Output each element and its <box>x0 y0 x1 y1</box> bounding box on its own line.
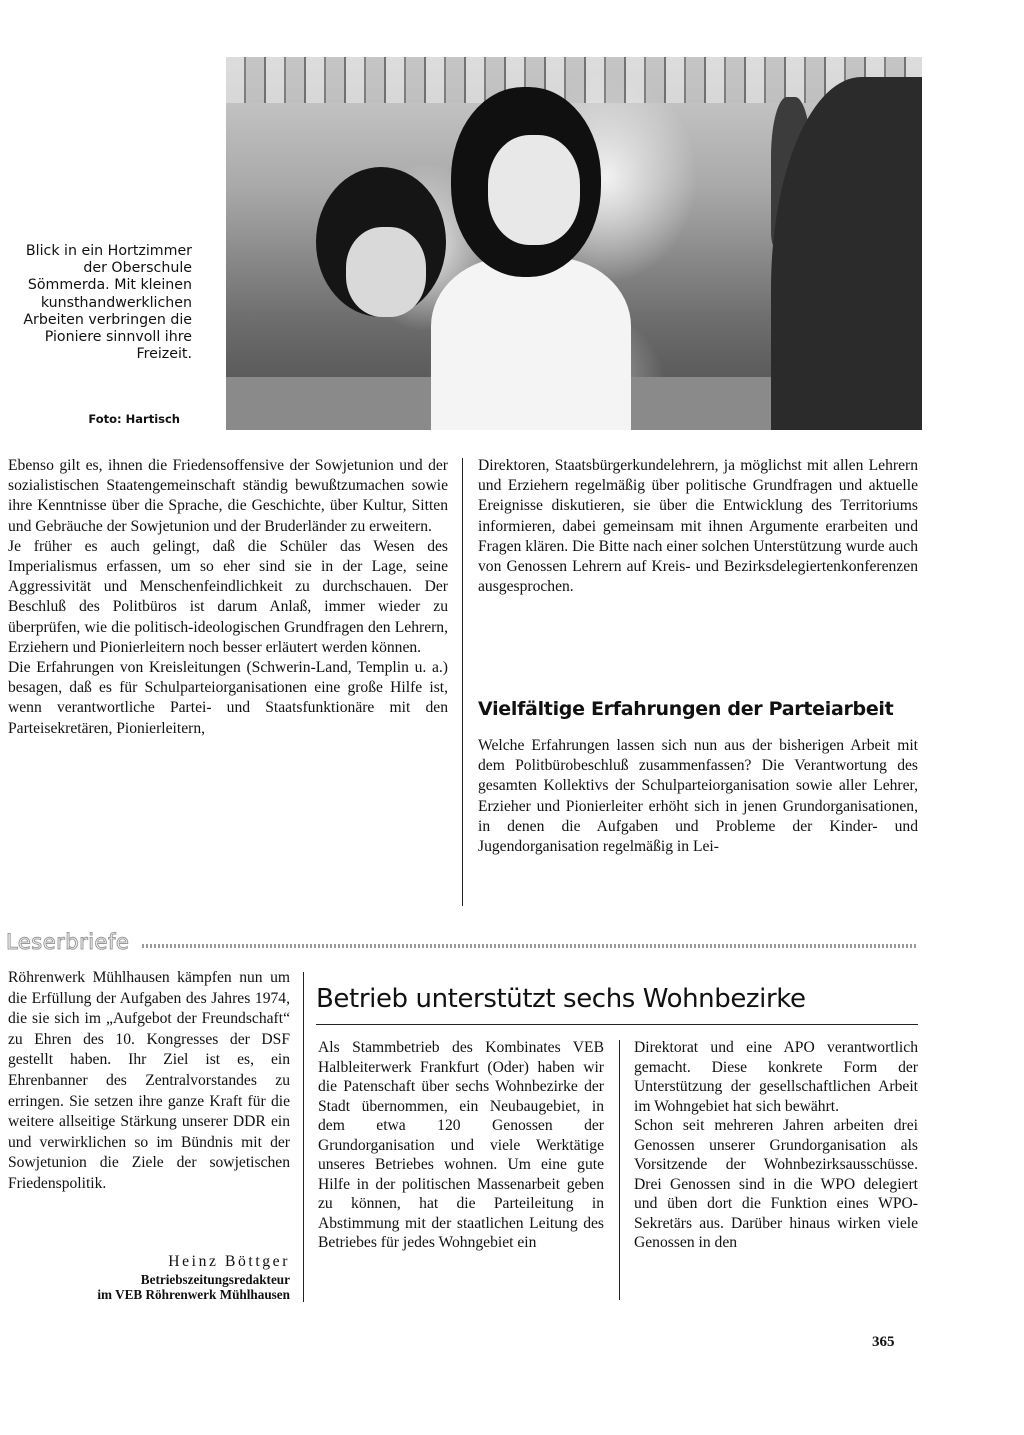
section-label: Leserbriefe <box>6 930 130 954</box>
feature-paragraph: Direktorat und eine APO verantwortlich gemacht. Diese konkrete Form der Unterstützung der gesellschaftlichen Arbeit im Wohngebiet hat sich bewährt. <box>634 1039 918 1115</box>
page-number: 365 <box>872 1334 895 1350</box>
feature-column-1: Als Stammbetrieb des Kombinates VEB Halbleiterwerk Frankfurt (Oder) haben wir die Patenschaft über sechs Wohnbezirke der Stadt übernommen, ein Neubaugebiet, in dem etwa 120 Genossen der Grundorganisation und viele Werktätige unseres Betriebes wohnen. Um eine gute Hilfe in der politischen Massenarbeit geben zu können, hat die Parteileitung in Abstimmung mit der staatlichen Leitung des Betriebes für jedes Wohngebiet ein <box>318 1039 604 1251</box>
feature-headline: Betrieb unterstützt sechs Wohnbezirke <box>316 984 806 1014</box>
article-paragraph: Die Erfahrungen von Kreisleitungen (Schwerin-Land, Templin u. a.) besagen, daß es für Schulparteiorganisationen eine große Hilfe ist, wenn verantwortliche Partei- und Staatsfunktionäre mit den Parteisekretären, Pionierleitern, <box>8 659 448 737</box>
photo-girl-left-face <box>346 227 426 317</box>
article-column-2-continued <box>478 736 918 857</box>
headline-rule <box>316 1024 918 1025</box>
letter-signature <box>8 1252 290 1302</box>
article-paragraph: Je früher es auch gelingt, daß die Schüler das Wesen des Imperialismus erfassen, um so eher sind sie in der Lage, seine Aggressivität und Menschenfeindlichkeit zu durchschauen. Der Beschluß des Politbüros ist darum Anlaß, immer wieder zu überprüfen, wie die politisch-ideologischen Grundfragen den Lehrern, Erziehern und Pionierleitern noch besser erläutert werden können. <box>8 537 448 656</box>
photo-girl-right-face <box>488 135 580 245</box>
photo-credit: Foto: Hartisch <box>88 412 180 426</box>
letter-author: Heinz Böttger <box>168 1253 290 1270</box>
photo-caption: Blick in ein Hortzimmer der Oberschule Sömmerda. Mit kleinen kunsthandwerklichen Arbeiten verbringen die Pioniere sinnvoll ihre Freizeit. <box>23 243 192 363</box>
column-divider <box>303 972 304 1302</box>
letter-author-role: Betriebszeitungsredakteur <box>140 1272 290 1287</box>
article-paragraph: Ebenso gilt es, ihnen die Friedensoffensive der Sowjetunion und der sozialistischen Staatengemeinschaft ständig bewußtzumachen sowie ihre Kenntnisse über die Sprache, die Geschichte, über Kultur, Sitten und Gebräuche der Sowjetunion und der Bruderländer zu erweitern. <box>8 457 448 535</box>
photo-wall-art <box>226 57 922 103</box>
article-subheading: Vielfältige Erfahrungen der Parteiarbeit <box>478 698 894 720</box>
photo-girl-right-blouse <box>431 257 631 430</box>
column-divider <box>462 458 463 906</box>
feature-paragraph: Schon seit mehreren Jahren arbeiten drei Genossen unserer Grundorganisation als Vorsitzende der Wohnbezirksausschüsse. Drei Genossen sind in die WPO delegiert und üben dort die Funktion eines WPO-Sekretärs aus. Darüber hinaus wirken viele Genossen in den <box>634 1117 918 1251</box>
photo <box>226 57 922 430</box>
article-column-2 <box>478 456 918 597</box>
article-paragraph: Welche Erfahrungen lassen sich nun aus der bisherigen Arbeit mit dem Politbürobeschluß zusammenfassen? Die Verantwortung des gesamten Kollektivs der Schulparteiorganisation sowie aller Lehrer, Erzieher und Pionierleiter erhöht sich in jenen Grundorganisationen, in denen die Aufgaben und Probleme der Kinder- und Jugendorganisation regelmäßig in Lei- <box>478 737 918 856</box>
section-dotted-rule <box>142 944 918 948</box>
letter-body: Röhrenwerk Mühlhausen kämpfen nun um die Erfüllung der Aufgaben des Jahres 1974, die sie sich im „Aufgebot der Freundschaft“ zu Ehren des 10. Kongresses der DSF gestellt haben. Ihr Ziel ist es, ein Ehrenbanner des Zentralvorstandes zu erringen. Sie setzen ihre ganze Kraft für die weitere allseitige Stärkung unserer DDR ein und verwirklichen so im Bündnis mit der Sowjetunion die Ziele der sowjetischen Friedenspolitik. <box>8 969 290 1192</box>
article-column-1 <box>8 456 448 739</box>
column-divider <box>619 1040 620 1300</box>
article-paragraph: Direktoren, Staatsbürgerkundelehrern, ja möglichst mit allen Lehrern und Erziehern regelmäßig über politische Grundfragen und aktuelle Ereignisse diskutieren, sie über die Entwicklung des Territoriums informieren, dabei gemeinsam mit ihnen Argumente erarbeiten und Fragen klären. Die Bitte nach einer solchen Unterstützung wurde auch von Genossen Lehrern auf Kreis- und Bezirksdelegiertenkonferenzen ausgesprochen. <box>478 457 918 596</box>
feature-column-2 <box>634 1038 918 1253</box>
letter-author-affiliation: im VEB Röhrenwerk Mühlhausen <box>97 1287 290 1302</box>
